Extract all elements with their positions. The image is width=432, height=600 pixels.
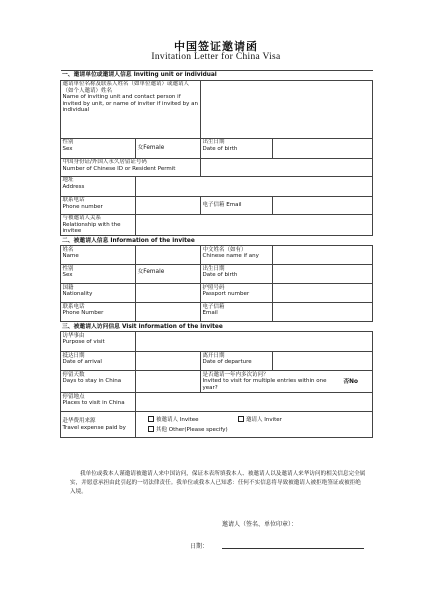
expense-option-other[interactable] [148, 427, 228, 433]
inviter-name-field[interactable] [201, 80, 373, 138]
places-label-cn: 停留地点 [62, 393, 85, 400]
arrival-date-label [61, 352, 136, 371]
inviter-id-label-cn: 中国身份证/外国人永久居留证号码 [62, 159, 147, 166]
expense-options [136, 412, 373, 438]
invitee-passport-label-en: Passport number [202, 291, 250, 298]
inviter-email-label [201, 196, 273, 214]
purpose-field[interactable] [136, 332, 373, 352]
invitee-email-field[interactable] [273, 303, 373, 322]
inviter-checkbox[interactable] [238, 416, 244, 422]
purpose-label-en: Purpose of visit [62, 339, 105, 346]
departure-date-label-cn: 离开日期 [202, 352, 225, 359]
invitee-chinese-name-label [201, 246, 273, 265]
stay-days-label-cn: 停留天数 [62, 371, 85, 378]
arrival-date-label-en: Date of arrival [62, 359, 102, 366]
departure-date-label [201, 352, 273, 371]
date-line[interactable] [222, 548, 364, 549]
relationship-field[interactable] [136, 214, 373, 236]
inviter-dob-label [201, 138, 273, 158]
expense-option-inviter[interactable] [238, 416, 282, 424]
purpose-label-cn: 访华事由 [62, 332, 85, 339]
arrival-date-label-cn: 抵达日期 [62, 352, 85, 359]
date-label: 日期： [190, 543, 209, 550]
invitee-dob-label-en: Date of birth [202, 272, 238, 279]
section1-heading: 一、邀请单位或邀请人信息 Inviting unit or individual [61, 71, 373, 81]
stay-days-label-en: Days to stay in China [62, 378, 122, 385]
invitee-chinese-name-field[interactable] [273, 246, 373, 265]
invitee-name-field[interactable] [136, 246, 201, 265]
invitee-dob-label [201, 265, 273, 284]
expense-option-invitee-label: 被邀请人 Invitee [156, 416, 199, 423]
invitee-chinese-name-label-cn: 中文姓名（如有） [202, 246, 247, 253]
inviter-phone-label-cn: 联系电话 [62, 197, 85, 204]
expense-option-invitee[interactable] [148, 416, 238, 424]
stay-days-label [61, 371, 136, 393]
inviter-id-label-en: Number of Chinese ID or Resident Permit [62, 165, 176, 172]
invitee-nationality-field[interactable] [136, 284, 201, 303]
inviter-email-label-cn: 电子信箱 [202, 201, 225, 208]
expense-option-inviter-label: 邀请人 Inviter [246, 416, 282, 423]
inviter-name-label-cn: 邀请单位名称及联系人姓名（如单位邀请）或邀请人（如个人邀请）姓名 [62, 81, 190, 94]
inviter-sex-label-cn: 性别 [62, 139, 74, 146]
invitee-dob-label-cn: 出生日期 [202, 265, 225, 272]
multiple-entries-value: 否No [343, 379, 359, 386]
arrival-date-field[interactable] [136, 352, 201, 371]
stay-days-field[interactable] [136, 371, 201, 393]
invitee-phone-label-en: Phone Number [62, 310, 104, 317]
invitee-nationality-label-cn: 国籍 [62, 284, 74, 291]
other-checkbox[interactable] [148, 426, 154, 432]
places-label [61, 393, 136, 412]
invitee-phone-field[interactable] [136, 303, 201, 322]
inviter-dob-label-cn: 出生日期 [202, 139, 225, 146]
expense-label-en: Travel expense paid by [62, 424, 126, 431]
invitee-dob-field[interactable] [273, 265, 373, 284]
declaration-text: 我单位或我本人谨邀请被邀请人来中国访问，保证本表所填我本人、被邀请人以及邀请人来华访问的相关信息完全属实，并愿意承担由此引起的一切法律责任。我单位或我本人已知悉：任何不实信息将导致被邀请人被拒绝签证或被拒绝入境。 [70, 471, 366, 495]
invitee-sex-label-cn: 性别 [62, 265, 74, 272]
inviter-email-label-en: Email [226, 201, 242, 208]
invitee-passport-label-cn: 护照号码 [202, 284, 225, 291]
invitee-email-label-cn: 电子信箱 [202, 303, 225, 310]
invitee-passport-label [201, 284, 273, 303]
relationship-label-en: Relationship with the invitee [62, 221, 121, 235]
relationship-label-cn: 与被邀请人关系 [62, 215, 102, 222]
inviter-name-label-en: Name of inviting unit and contact person if invited by unit, or name of inviter if invited by an individual [62, 94, 198, 114]
places-field[interactable] [136, 393, 373, 412]
signature-label: 邀请人（签名、单位印章）： [222, 521, 298, 528]
invitee-chinese-name-label-en: Chinese name if any [202, 253, 259, 260]
inviter-phone-label [61, 196, 136, 214]
inviter-name-label [61, 80, 201, 138]
purpose-label [61, 332, 136, 352]
inviter-dob-label-en: Date of birth [202, 145, 238, 152]
expense-label-cn: 赴华费用来源 [62, 418, 96, 425]
inviter-sex-value: 女Female [137, 145, 165, 152]
inviter-id-label [61, 158, 201, 176]
inviter-address-label [61, 176, 136, 196]
invitee-email-label-en: Email [202, 310, 218, 317]
invitee-passport-field[interactable] [273, 284, 373, 303]
invitee-name-label [61, 246, 136, 265]
inviter-id-field[interactable] [201, 158, 373, 176]
invitee-name-label-en: Name [62, 253, 79, 260]
section2-heading: 二、被邀请人信息 Information of the invitee [61, 236, 373, 246]
invitee-sex-label-en: Sex [62, 272, 73, 279]
expense-label [61, 412, 136, 438]
inviter-phone-field[interactable] [136, 196, 201, 214]
invitee-sex-field[interactable] [136, 265, 201, 284]
invitee-sex-label [61, 265, 136, 284]
multiple-entries-label-cn: 是否邀请一年内多次访问？ [202, 371, 269, 378]
departure-date-label-en: Date of departure [202, 359, 252, 366]
invitee-name-label-cn: 姓名 [62, 246, 74, 253]
departure-date-field[interactable] [273, 352, 373, 371]
places-label-en: Places to visit in China [62, 400, 125, 407]
inviter-phone-label-en: Phone number [62, 203, 103, 210]
inviter-sex-field[interactable] [136, 138, 201, 158]
inviter-address-field[interactable] [136, 176, 373, 196]
invitation-form-table [60, 70, 373, 438]
multiple-entries-label-en: Invited to visit for multiple entries within one year? [202, 378, 327, 392]
invitee-sex-value: 女Female [137, 268, 165, 275]
inviter-email-field[interactable] [273, 196, 373, 214]
inviter-dob-field[interactable] [273, 138, 373, 158]
inviter-address-label-cn: 地址 [62, 177, 74, 184]
inviter-address-label-en: Address [62, 183, 85, 190]
inviter-sex-label-en: Sex [62, 145, 73, 152]
invitee-email-label [201, 303, 273, 322]
invitee-checkbox[interactable] [148, 416, 154, 422]
page-title-en: Invitation Letter for China Visa [151, 52, 281, 62]
section3-heading: 三、被邀请人访问信息 Visit information of the invitee [61, 322, 373, 332]
invitee-phone-label-cn: 联系电话 [62, 303, 85, 310]
invitee-nationality-label [61, 284, 136, 303]
relationship-label [61, 214, 136, 236]
page-title-cn: 中国签证邀请函 [174, 40, 258, 53]
invitee-nationality-label-en: Nationality [62, 291, 93, 298]
invitee-phone-label [61, 303, 136, 322]
inviter-sex-label [61, 138, 136, 158]
multiple-entries-cell[interactable] [201, 371, 373, 393]
expense-option-other-label: 其他 Other(Please specify) [156, 427, 228, 434]
